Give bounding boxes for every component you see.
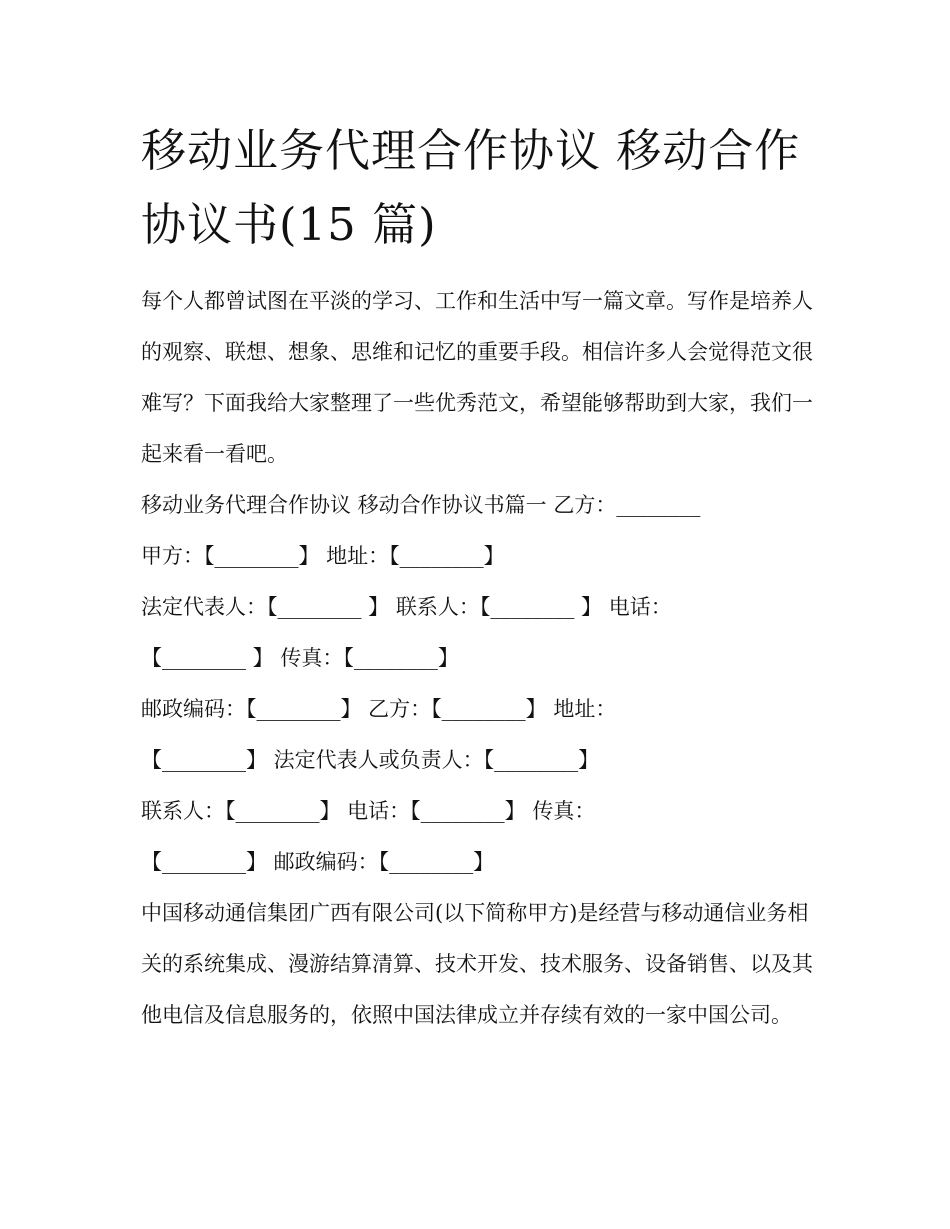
form-line-3: 法定代表人：【________ 】 联系人：【________ 】 电话： bbox=[141, 595, 672, 619]
form-line-4: 【________ 】 传真：【________】 bbox=[141, 646, 459, 670]
form-line-5: 邮政编码：【________】 乙方：【________】 地址： bbox=[141, 697, 617, 721]
document-title: 移动业务代理合作协议 移动合作协议书(15 篇) bbox=[141, 124, 801, 251]
body-paragraph: 中国移动通信集团广西有限公司(以下简称甲方)是经营与移动通信业务相关的系统集成、漫游结算清算、技术开发、技术服务、设备销售、以及其他电信及信息服务的，依照中国法律成立并存续有效的一家中国公司。 bbox=[141, 901, 813, 1027]
form-line-7: 联系人：【________】 电话：【________】 传真： bbox=[141, 799, 596, 823]
form-line-6: 【________】 法定代表人或负责人：【________】 bbox=[141, 748, 600, 772]
form-line-8: 【________】 邮政编码：【________】 bbox=[141, 850, 495, 874]
form-line-1: 移动业务代理合作协议 移动合作协议书篇一 乙方：________ bbox=[141, 493, 701, 517]
intro-paragraph: 每个人都曾试图在平淡的学习、工作和生活中写一篇文章。写作是培养人的观察、联想、想象、思维和记忆的重要手段。相信许多人会觉得范文很难写？下面我给大家整理了一些优秀范文，希望能够帮助到大家，我们一起来看一看吧。 bbox=[141, 289, 813, 466]
form-line-2: 甲方：【________】 地址：【________】 bbox=[141, 544, 505, 568]
document-content bbox=[141, 114, 813, 1041]
